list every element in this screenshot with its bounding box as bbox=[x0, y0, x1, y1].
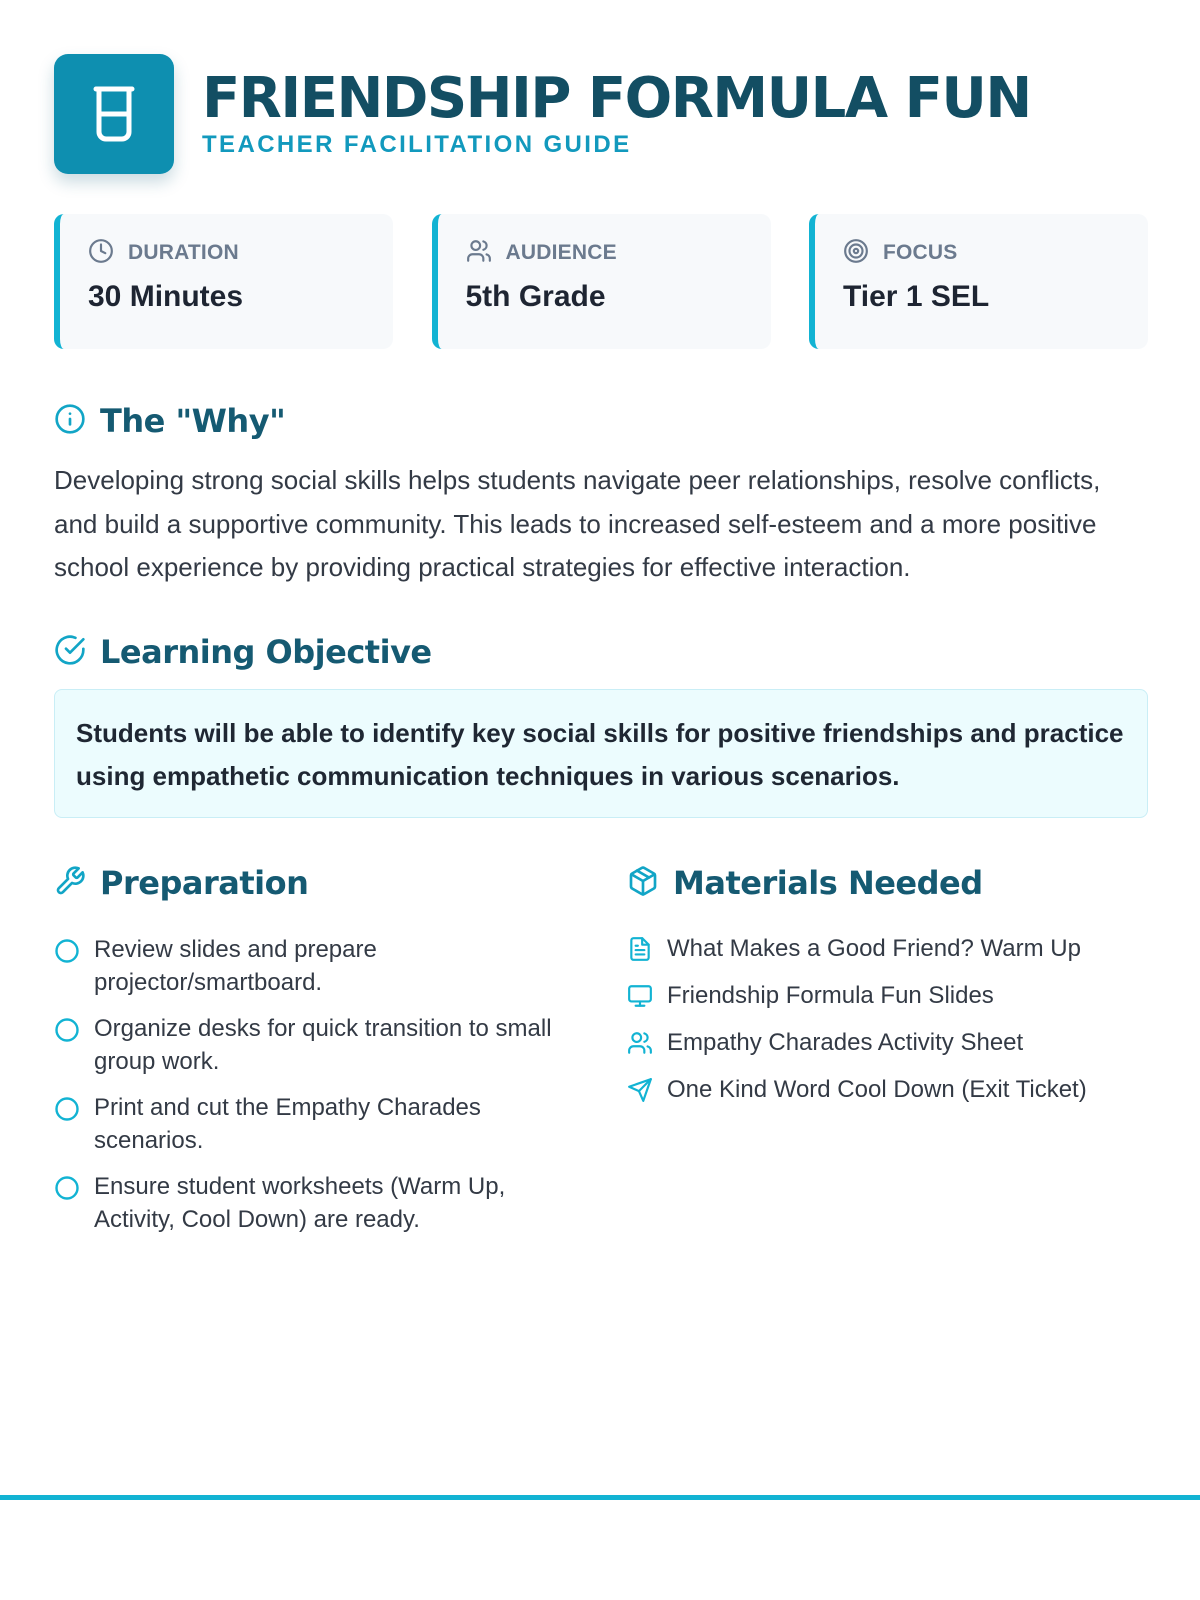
audience-label: AUDIENCE bbox=[505, 241, 617, 264]
why-title: The "Why" bbox=[100, 402, 286, 440]
list-item bbox=[627, 980, 1148, 1013]
send-icon bbox=[627, 1077, 653, 1103]
materials-list bbox=[627, 933, 1148, 1107]
list-item bbox=[54, 1091, 627, 1157]
audience-value: 5th Grade bbox=[465, 280, 606, 313]
material-item-text: What Makes a Good Friend? Warm Up bbox=[667, 935, 1081, 962]
beaker-icon bbox=[54, 54, 174, 174]
page-title: FRIENDSHIP FORMULA FUN bbox=[202, 66, 1031, 131]
two-column-section bbox=[54, 863, 1148, 1249]
material-item-text: Empathy Charades Activity Sheet bbox=[667, 1029, 1024, 1056]
list-item bbox=[627, 1027, 1148, 1060]
list-item bbox=[627, 933, 1148, 966]
focus-label-row bbox=[843, 238, 1120, 268]
check-circle-icon bbox=[54, 634, 86, 670]
preparation-heading bbox=[54, 863, 627, 903]
materials-section bbox=[627, 863, 1148, 1249]
document-icon bbox=[627, 936, 653, 962]
preparation-item-text: Organize desks for quick transition to small group work. bbox=[94, 1014, 552, 1075]
header bbox=[54, 54, 1148, 174]
why-text: Developing strong social skills helps students navigate peer relationships, resolve conflicts, and build a supportive community. This leads to increased self-esteem and a more positive school experience by providing practical strategies for effective interaction. bbox=[54, 465, 1101, 582]
material-item-text: One Kind Word Cool Down (Exit Ticket) bbox=[667, 1076, 1087, 1103]
info-cards bbox=[54, 214, 1148, 349]
guide-page bbox=[54, 54, 1148, 1249]
preparation-title: Preparation bbox=[100, 863, 309, 902]
materials-heading bbox=[627, 863, 1148, 903]
why-heading bbox=[54, 401, 1148, 441]
preparation-item-text: Ensure student worksheets (Warm Up, Activity, Cool Down) are ready. bbox=[94, 1172, 506, 1233]
circle-icon bbox=[54, 1096, 80, 1122]
users-icon bbox=[627, 1030, 653, 1056]
circle-icon bbox=[54, 1017, 80, 1043]
circle-icon bbox=[54, 938, 80, 964]
focus-card bbox=[809, 214, 1148, 349]
material-item-text: Friendship Formula Fun Slides bbox=[667, 982, 994, 1009]
bottom-divider bbox=[0, 1495, 1200, 1500]
objective-box bbox=[54, 689, 1148, 818]
circle-icon bbox=[54, 1175, 80, 1201]
monitor-icon bbox=[627, 983, 653, 1009]
why-section bbox=[54, 401, 1148, 590]
title-block bbox=[202, 66, 1031, 159]
target-icon bbox=[843, 238, 869, 268]
users-icon bbox=[466, 238, 492, 268]
objective-text: Students will be able to identify key social skills for positive friendships and practice using empathetic communication techniques in various scenarios. bbox=[76, 717, 1124, 791]
duration-label: DURATION bbox=[128, 241, 239, 264]
duration-value: 30 Minutes bbox=[88, 280, 244, 313]
list-item bbox=[54, 1170, 627, 1236]
preparation-item-text: Review slides and prepare projector/smartboard. bbox=[94, 935, 377, 996]
focus-label: FOCUS bbox=[883, 241, 958, 264]
list-item bbox=[627, 1074, 1148, 1107]
clock-icon bbox=[88, 238, 114, 268]
duration-card bbox=[54, 214, 393, 349]
preparation-item-text: Print and cut the Empathy Charades scenarios. bbox=[94, 1093, 481, 1154]
objective-title: Learning Objective bbox=[100, 632, 432, 671]
duration-label-row bbox=[88, 238, 365, 268]
audience-label-row bbox=[466, 238, 743, 268]
list-item bbox=[54, 1012, 627, 1078]
objective-section bbox=[54, 632, 1148, 818]
wrench-icon bbox=[54, 865, 86, 901]
preparation-section bbox=[54, 863, 627, 1249]
page-subtitle: TEACHER FACILITATION GUIDE bbox=[202, 131, 632, 158]
focus-value: Tier 1 SEL bbox=[843, 280, 990, 313]
materials-title: Materials Needed bbox=[673, 863, 983, 902]
audience-card bbox=[432, 214, 771, 349]
preparation-list bbox=[54, 933, 627, 1236]
objective-heading bbox=[54, 632, 1148, 672]
list-item bbox=[54, 933, 627, 999]
box-icon bbox=[627, 865, 659, 901]
info-icon bbox=[54, 403, 86, 439]
